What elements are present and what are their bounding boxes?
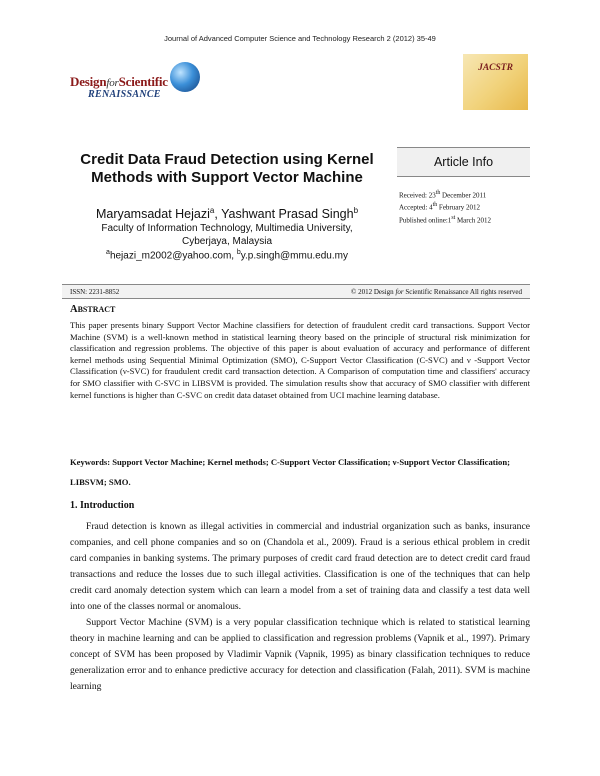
globe-icon [170, 62, 200, 92]
affiliation: Faculty of Information Technology, Multimedia University, Cyberjaya, Malaysia [101, 223, 353, 247]
issn-bar [62, 284, 530, 299]
journal-badge-label: JACSTR [478, 63, 513, 73]
published-date: Published online:1st March 2012 [399, 214, 491, 224]
author-1: Maryamsadat Hejazi [95, 207, 210, 222]
author-2: Yashwant Prasad Singh [221, 207, 354, 222]
article-info-heading: Article Info [397, 147, 530, 177]
author-line: Maryamsadat Hejazi$^a$, Yashwant Prasad Singh$^b$ [95, 206, 359, 222]
paper-title: Credit Data Fraud Detection using Kernel Methods with Support Vector Machine [80, 151, 374, 186]
logo-line-1: DesignforScientific [70, 74, 168, 89]
logo-line-2: RENAISSANCE [88, 89, 161, 100]
email-2[interactable]: y.p.singh@mmu.edu.my [240, 250, 348, 262]
issn: ISSN: 2231-8852 [70, 288, 120, 296]
author-emails: $^a$hejazi_m2002@yahoo.com, $^b$y.p.singh@mmu.edu.my [106, 249, 348, 262]
journal-header: Journal of Advanced Computer Science and Technology Research 2 (2012) 35-49 [164, 34, 436, 43]
email-1[interactable]: hejazi_m2002@yahoo.com, [109, 250, 237, 262]
keywords: Keywords: Support Vector Machine; Kernel methods; C-Support Vector Classification; ν-Support Vector Classification; LIBSVM; SMO. [70, 457, 510, 487]
article-info-dates [399, 188, 534, 225]
journal-badge [463, 54, 528, 110]
paragraph: Support Vector Machine (SVM) is a very popular classification technique which is related to statistical learning theory in machine learning and can be applied to classification and regression problems (Vapnik et al., 1997). Primary concept of SVM has been proposed by Vladimir Vapnik (Vapnik, 1995) as binary classification techniques to reduce generalization error and to enhance predictive accuracy for detection and classification (Falah, 2011). SVM is machine learning [70, 617, 530, 692]
copyright: © 2012 Design for Scientific Renaissance All rights reserved [351, 288, 522, 296]
introduction-body [70, 519, 530, 695]
abstract-heading: ABSTRACT [70, 304, 116, 315]
accepted-date: Accepted: 4th February 2012 [399, 202, 480, 212]
publisher-logo [70, 62, 200, 106]
paragraph: Fraud detection is known as illegal activities in commercial and industrial organization such as banks, insurance companies, and cell phone companies and so on (Chandola et al., 2009). Fraud is a serious ethical problem in credit card companies in banking systems. The primary purposes of credit card fraud detection are to detect credit card fraud transactions and reduce the losses due to such illegal activities. Classification is one of the techniques that can help credit card anomaly detection system which can learn a model from a set of training data and classify a test data well into one of the classes normal or anomalous. [70, 521, 530, 612]
abstract-text: This paper presents binary Support Vector Machine classifiers for detection of fraudulent credit card transactions. Support Vector Machine (SVM) is a well-known method in statistical learning theory based on the principle of structural risk minimization for classification and regression problems. The objective of this paper is about evaluation of accuracy and performance of different kernel methods using Sequential Minimal Optimization (SMO), C-Support Vector Classification (C-SVC) and ν -Support Vector Classification (ν-SVC) for fraudulent credit card transaction detection. A Comparison of computation time and classifiers' accuracy for SMO classifier with C-SVC in LIBSVM is provided. The simulation results show that accuracy of SMO classifier with different kernel functions is higher than C-SVC on credit data dataset obtained from UCI machine learning database. [70, 320, 530, 400]
received-date: Received: 23th December 2011 [399, 190, 487, 200]
section-heading-introduction: 1. Introduction [70, 500, 135, 511]
